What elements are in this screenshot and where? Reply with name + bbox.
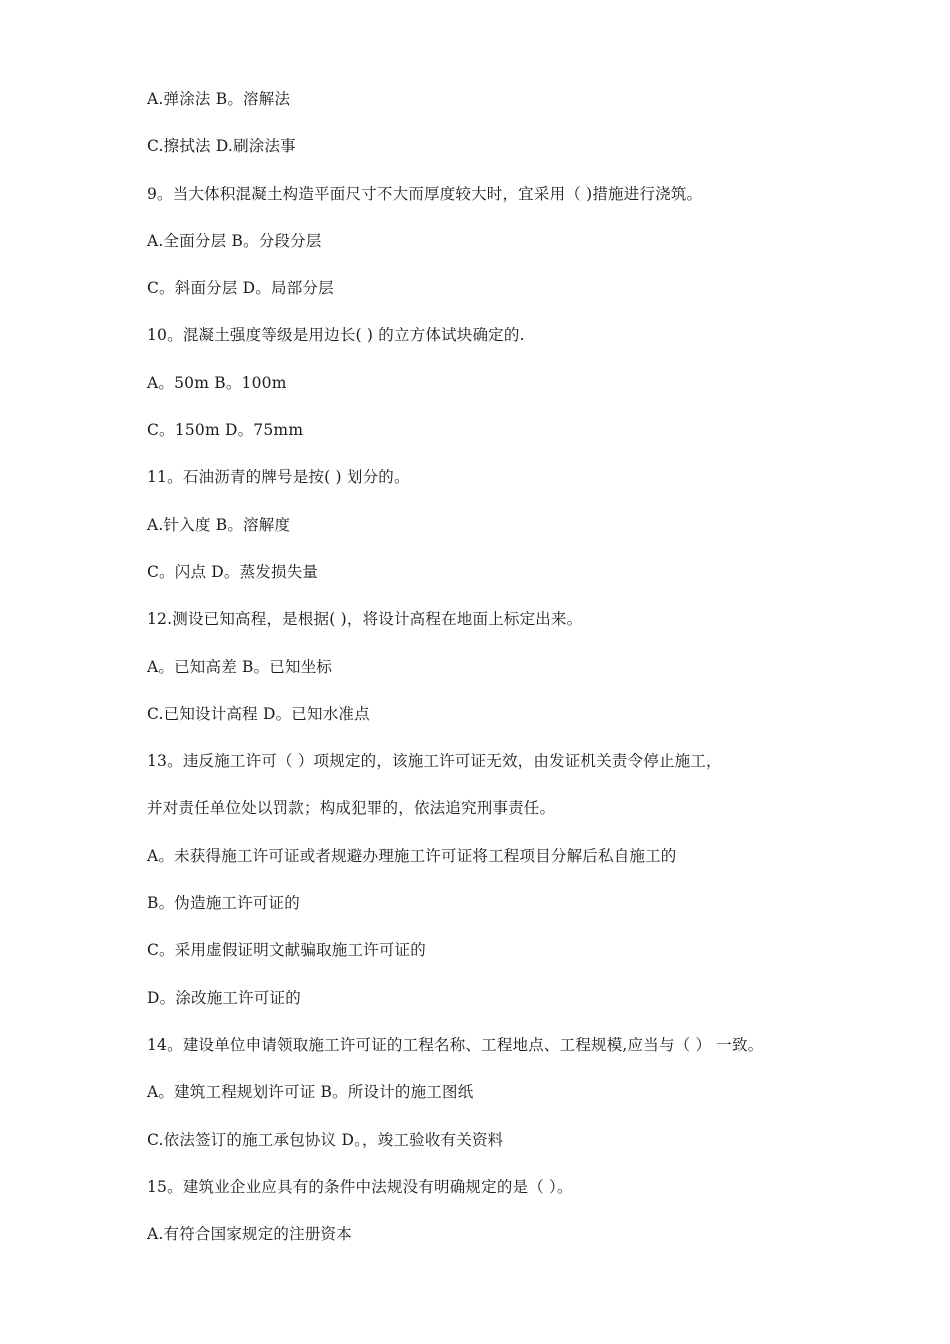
text-line-option-13-d: D。涂改施工许可证的 [147, 988, 301, 1007]
text-line-option-13-c: C。采用虚假证明文献骗取施工许可证的 [147, 941, 426, 960]
text-line-options-8-ab: A.弹涂法 B。溶解法 [147, 90, 291, 108]
text-line-options-9-cd: C。斜面分层 D。局部分层 [147, 279, 334, 298]
text-line-options-11-ab: A.针入度 B。溶解度 [147, 515, 291, 534]
text-line-options-12-cd: C.已知设计高程 D。已知水准点 [147, 704, 370, 723]
text-line-option-13-a: A。未获得施工许可证或者规避办理施工许可证将工程项目分解后私自施工的 [147, 846, 677, 865]
text-line-option-13-b: B。伪造施工许可证的 [147, 894, 300, 913]
text-line-question-14: 14。建设单位申请领取施工许可证的工程名称、工程地点、工程规模,应当与（ ） 一致。 [147, 1035, 764, 1054]
text-line-question-15: 15。建筑业企业应具有的条件中法规没有明确规定的是（ ）。 [147, 1177, 573, 1196]
text-line-options-14-ab: A。建筑工程规划许可证 B。所设计的施工图纸 [147, 1083, 474, 1102]
text-line-options-14-cd: C.依法签订的施工承包协议 D。，竣工验收有关资料 [147, 1130, 504, 1149]
text-line-question-13: 13。违反施工许可（ ）项规定的，该施工许可证无效，由发证机关责令停止施工， [147, 752, 722, 771]
text-line-options-11-cd: C。闪点 D。蒸发损失量 [147, 562, 319, 581]
text-line-options-10-ab: A。50m B。100m [147, 373, 287, 392]
document-text [147, 87, 867, 1269]
text-line-options-8-cd: C.擦拭法 D.刷涂法事 [147, 137, 296, 156]
text-line-options-9-ab: A.全面分层 B。分段分层 [147, 231, 322, 250]
text-line-question-10: 10。混凝土强度等级是用边长( ) 的立方体试块确定的. [147, 326, 525, 345]
text-line-question-11: 11。石油沥青的牌号是按( ) 划分的。 [147, 468, 410, 487]
text-line-question-13-cont: 并对责任单位处以罚款；构成犯罪的，依法追究刑事责任。 [147, 799, 556, 818]
text-line-options-10-cd: C。150m D。75mm [147, 421, 304, 440]
text-line-options-12-ab: A。已知高差 B。已知坐标 [147, 657, 333, 676]
text-line-question-9: 9。当大体积混凝土构造平面尺寸不大而厚度较大时，宜采用（ )措施进行浇筑。 [147, 184, 703, 203]
text-line-question-12: 12.测设已知高程，是根据( )，将设计高程在地面上标定出来。 [147, 610, 583, 629]
text-line-option-15-a: A.有符合国家规定的注册资本 [147, 1225, 352, 1244]
